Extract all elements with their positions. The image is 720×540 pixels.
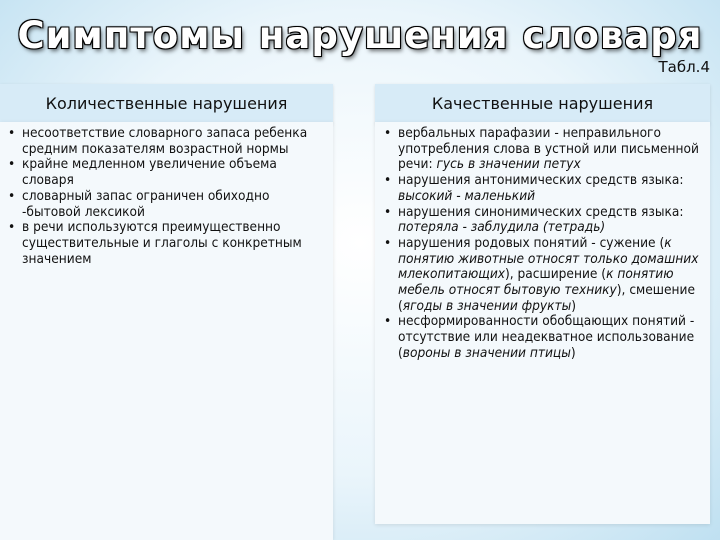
bullet-icon: • — [8, 125, 16, 141]
bullet-icon: • — [384, 203, 392, 220]
bullet-icon: • — [384, 313, 392, 330]
bullet-icon: • — [384, 125, 392, 141]
bullet-icon: • — [8, 156, 16, 173]
list-item: • нарушения антонимических средств языка: высокий - маленький — [384, 172, 684, 204]
qualitative-column — [375, 122, 710, 524]
list-item: • крайне медленном увеличение объема словаря — [8, 156, 277, 189]
quantitative-column — [0, 122, 333, 540]
list-item: • словарный запас ограничен обиходно -бытовой лексикой — [8, 187, 270, 220]
list-item: • вербальных парафазии - неправильного употребления слова в устной или письменной речи: гусь в значении петух — [384, 125, 699, 173]
qualitative-list — [375, 122, 710, 362]
table-label: Табл.4 — [658, 58, 710, 76]
page-title: Симптомы нарушения словаря — [17, 14, 703, 57]
bullet-icon: • — [384, 172, 392, 189]
qualitative-header: Качественные нарушения — [375, 84, 710, 124]
bullet-icon: • — [384, 234, 392, 251]
list-item: • несоответствие словарного запаса ребенка средним показателям возрастной нормы — [8, 125, 308, 157]
list-item: • нарушения родовых понятий - сужение (к понятию животные относят только домашних млекопитающих), расширение (к понятию мебель относят бытовую технику), смешение (ягоды в значении фрукты) — [384, 234, 699, 314]
list-item: • несформированности обобщающих понятий - отсутствие или неадекватное использование (вороны в значении птицы) — [384, 313, 695, 361]
quantitative-header: Количественные нарушения — [0, 84, 333, 124]
bullet-icon: • — [8, 219, 16, 236]
quantitative-list — [0, 122, 333, 267]
bullet-icon: • — [8, 187, 16, 204]
list-item: • нарушения синонимических средств языка: потеряла - заблудила (тетрадь) — [384, 203, 684, 236]
list-item: • в речи используются преимущественно существительные и глаголы с конкретным значением — [8, 219, 302, 267]
